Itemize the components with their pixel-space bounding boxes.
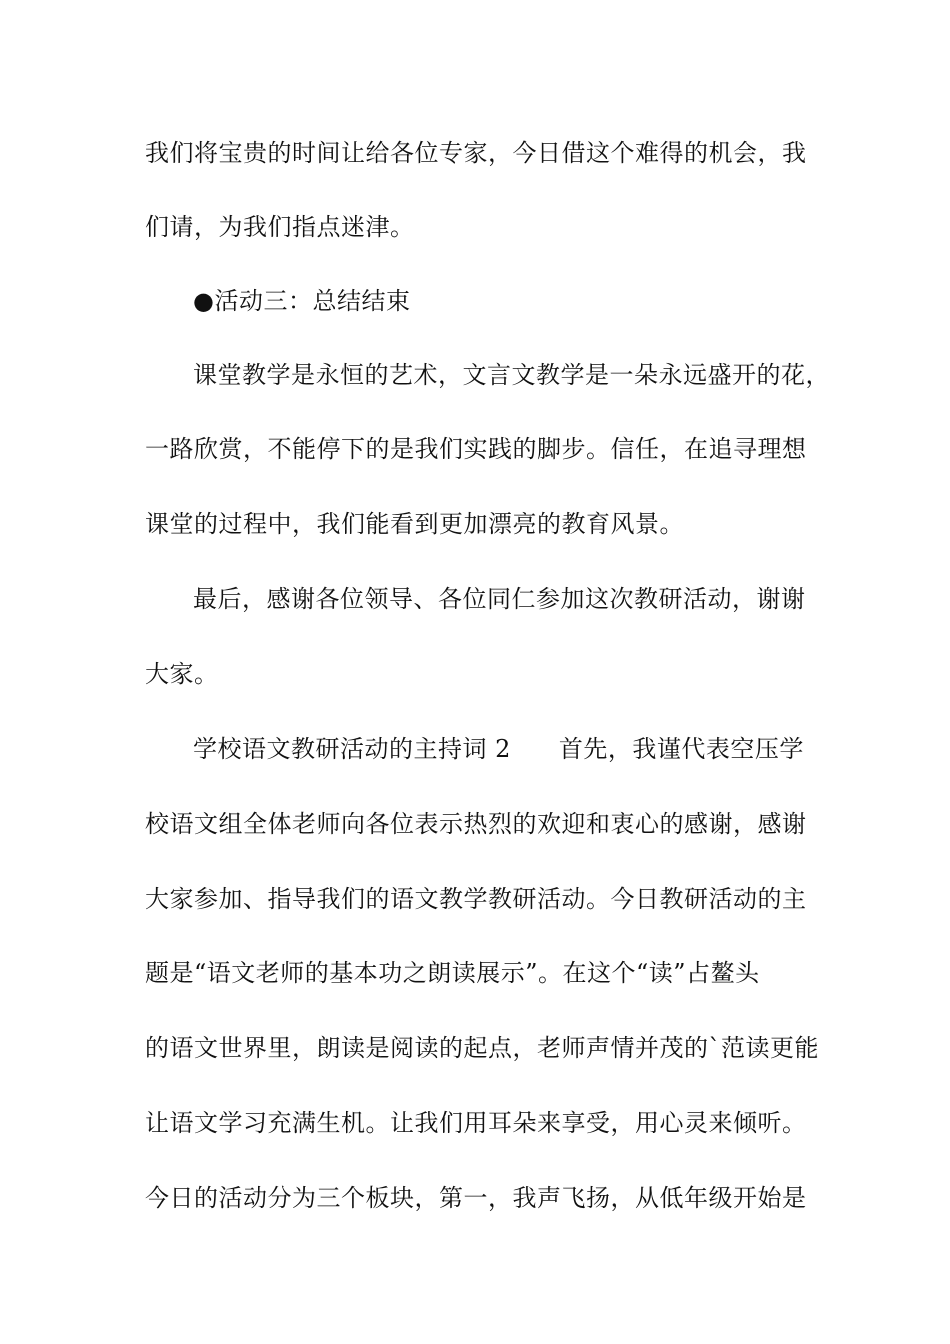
text-line-13: 的语文世界里，朗读是阅读的起点，老师声情并茂的`范读更能 bbox=[145, 1034, 819, 1062]
section-heading-activity-3: ●活动三：总结结束 bbox=[193, 287, 411, 315]
text-line-4: 课堂教学是永恒的艺术，文言文教学是一朵永远盛开的花， bbox=[193, 361, 830, 389]
text-line-5: 一路欣赏，不能停下的是我们实践的脚步。信任，在追寻理想 bbox=[145, 435, 807, 463]
text-line-8: 大家。 bbox=[145, 660, 219, 688]
text-line-7: 最后，感谢各位领导、各位同仁参加这次教研活动，谢谢 bbox=[193, 585, 806, 613]
text-line-6: 课堂的过程中，我们能看到更加漂亮的教育风景。 bbox=[145, 510, 684, 538]
heading-line-text: 首先，我谨代表空压学 bbox=[558, 735, 804, 763]
text-line-1: 我们将宝贵的时间让给各位专家，今日借这个难得的机会，我 bbox=[145, 139, 807, 167]
text-line-15: 今日的活动分为三个板块，第一，我声飞扬，从低年级开始是 bbox=[145, 1184, 807, 1212]
text-line-14: 让语文学习充满生机。让我们用耳朵来享受，用心灵来倾听。 bbox=[145, 1109, 807, 1137]
text-line-11: 大家参加、指导我们的语文教学教研活动。今日教研活动的主 bbox=[145, 885, 807, 913]
text-line-12: 题是“语文老师的基本功之朗读展示”。在这个“读”占鳌头 bbox=[145, 959, 760, 987]
heading-line bbox=[193, 733, 873, 765]
text-line-10: 校语文组全体老师向各位表示热烈的欢迎和衷心的感谢，感谢 bbox=[145, 810, 807, 838]
document-title: 学校语文教研活动的主持词 2 bbox=[193, 735, 511, 763]
text-line-2: 们请，为我们指点迷津。 bbox=[145, 213, 415, 241]
